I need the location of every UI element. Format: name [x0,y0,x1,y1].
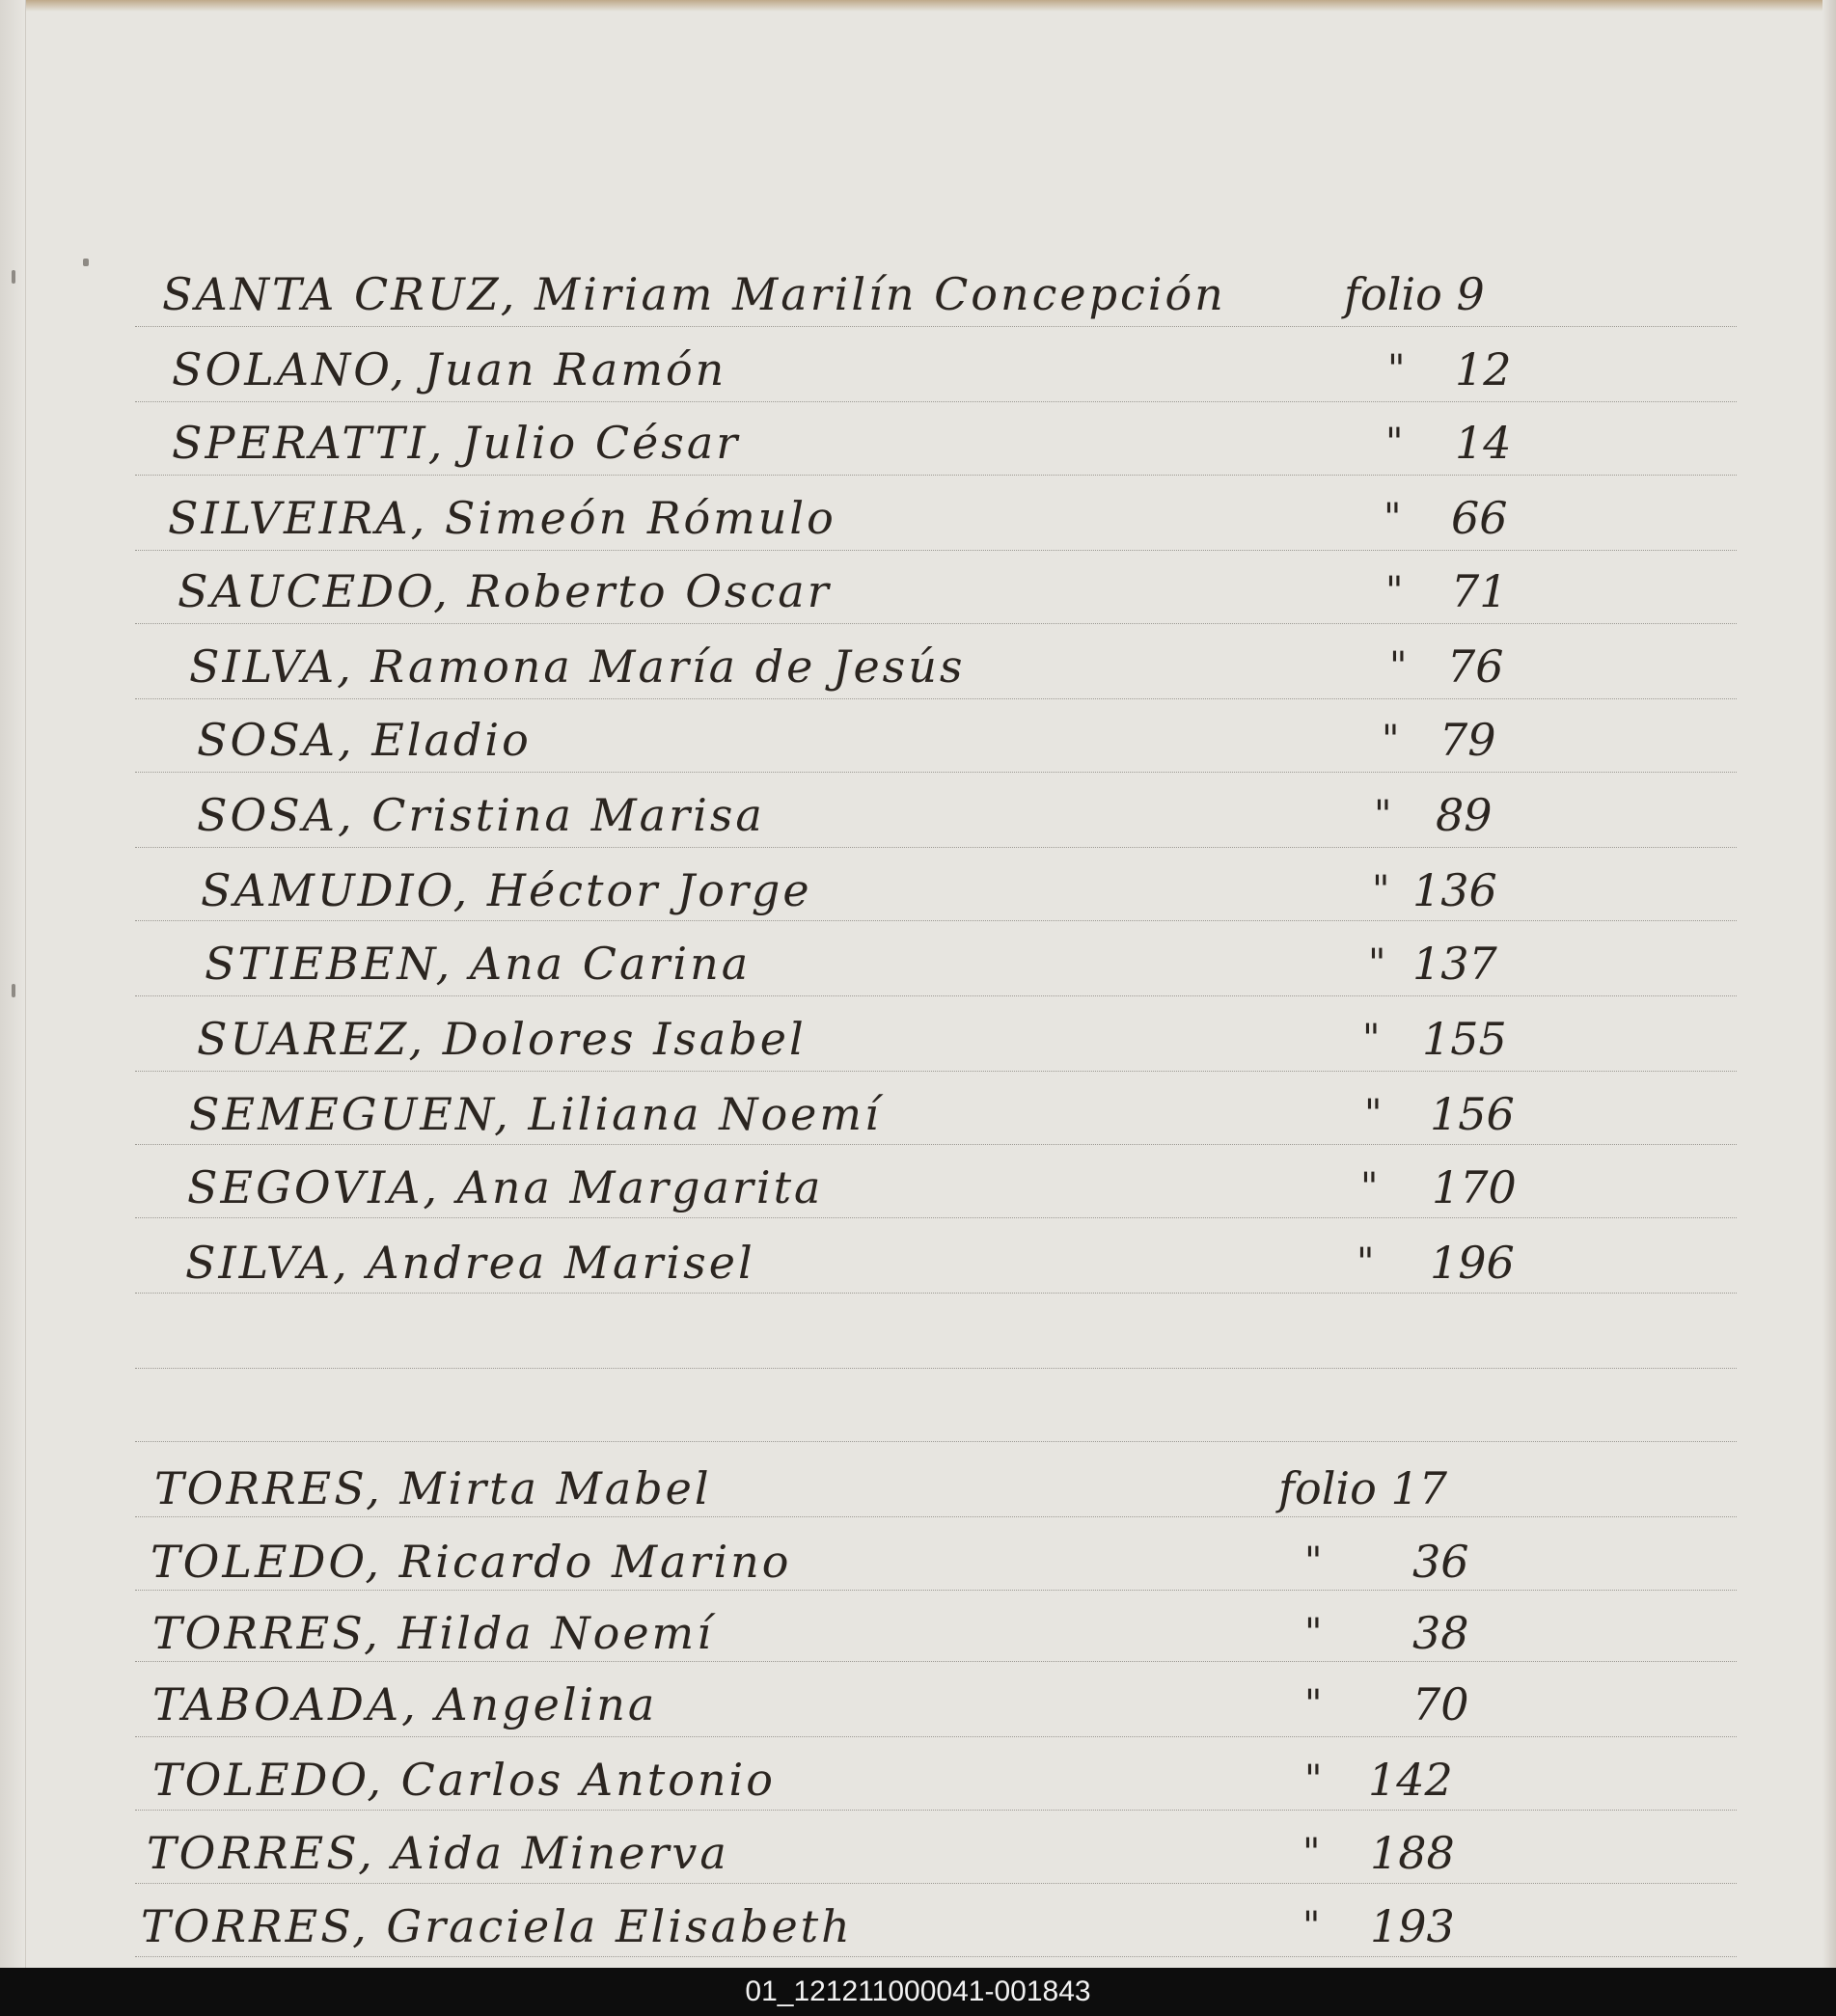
ruled-line [135,623,1737,624]
ruled-line [135,326,1737,327]
entry-name: SILVEIRA, Simeón Rómulo [168,492,836,544]
entry-name: SPERATTI, Julio César [172,417,741,469]
index-entry [187,1146,1557,1213]
ruled-line [135,847,1737,848]
entry-folio: 76 [1447,640,1504,693]
ruled-line [135,1293,1737,1294]
entry-name: TABOADA, Angelina [152,1678,658,1730]
entry-folio: 12 [1455,343,1512,395]
index-entry [162,253,1532,320]
entry-name: TORRES, Aida Minerva [147,1827,729,1879]
entry-ditto-mark: " [1356,1240,1375,1285]
entry-folio: 136 [1412,864,1497,916]
entry-folio: 137 [1412,938,1497,990]
ruled-line [135,1368,1737,1369]
entry-name: SILVA, Andrea Marisel [185,1237,755,1289]
index-entry [197,997,1567,1065]
ruled-line [135,1516,1737,1517]
index-entry [172,401,1542,469]
index-entry [197,774,1567,841]
index-entry [205,922,1575,990]
index-entry [201,849,1571,916]
index-entry [151,1520,1521,1588]
entry-ditto-mark: " [1302,1904,1321,1948]
ruled-line [135,1883,1737,1884]
entry-folio: 36 [1412,1536,1469,1588]
binding-hole [12,270,15,284]
image-id-footer: 01_121211000041-001843 [0,1968,1836,2016]
entry-folio: 71 [1451,565,1508,617]
index-entry [185,1221,1555,1289]
index-entry [178,550,1548,617]
ruled-line [135,1736,1737,1737]
entry-folio: 170 [1432,1161,1517,1213]
page-right-edge [1822,0,1836,1968]
entry-folio: 79 [1439,714,1496,766]
entry-ditto-mark: " [1385,421,1404,465]
entry-folio: 155 [1422,1013,1507,1065]
ruled-line [135,1441,1737,1442]
entry-name: TORRES, Mirta Mabel [154,1462,712,1514]
entry-ditto-mark: " [1382,718,1400,762]
entry-ditto-mark: " [1304,1682,1323,1727]
entry-name: SAUCEDO, Roberto Oscar [178,565,832,617]
entry-name: TOLEDO, Ricardo Marino [151,1536,792,1588]
entry-name: SILVA, Ramona María de Jesús [189,640,966,693]
entry-folio: 14 [1455,417,1512,469]
entry-ditto-mark: " [1387,347,1406,392]
entry-folio: 188 [1370,1827,1455,1879]
entry-ditto-mark: " [1304,1611,1323,1655]
entry-name: SAMUDIO, Héctor Jorge [201,864,812,916]
entry-ditto-mark: " [1384,496,1402,540]
entry-ditto-mark: " [1304,1539,1323,1584]
entry-folio: 89 [1436,789,1493,841]
entry-folio: 38 [1412,1607,1469,1659]
entry-folio: 70 [1412,1678,1469,1730]
index-entry [154,1447,1524,1514]
entry-name: SANTA CRUZ, Miriam Marilín Concepción [162,268,1226,320]
entry-folio: 156 [1430,1088,1515,1140]
entry-ditto-mark: " [1362,1017,1381,1061]
entry-ditto-mark: " [1368,941,1386,986]
entry-name: SEMEGUEN, Liliana Noemí [189,1088,882,1140]
entry-ditto-mark: " [1389,644,1408,689]
entry-name: SOSA, Eladio [197,714,532,766]
entry-name: SEGOVIA, Ana Margarita [187,1161,824,1213]
entry-ditto-mark: " [1360,1165,1379,1210]
entry-ditto-mark: " [1372,868,1390,913]
entry-folio: 66 [1451,492,1508,544]
ruled-line [135,995,1737,996]
ruled-line [135,1590,1737,1591]
index-entry [168,477,1538,544]
entry-folio: 142 [1368,1754,1453,1806]
index-entry [152,1592,1522,1659]
ruled-line [135,920,1737,921]
entry-folio: 193 [1370,1900,1455,1952]
index-entry [172,328,1542,395]
ruled-line [135,1071,1737,1072]
index-entry [147,1812,1517,1879]
entry-name: STIEBEN, Ana Carina [205,938,752,990]
index-entry [197,698,1567,766]
ruled-line [135,772,1737,773]
entry-ditto-mark: " [1374,793,1392,837]
ruled-line [135,1217,1737,1218]
index-entry [189,625,1559,693]
index-entry [141,1885,1511,1952]
entry-folio: folio 9 [1344,268,1485,320]
entry-folio: folio 17 [1278,1462,1447,1514]
binding-hole [12,984,15,997]
ink-speck [83,259,89,266]
entry-ditto-mark: " [1304,1757,1323,1802]
entry-ditto-mark: " [1364,1092,1383,1136]
index-entry [189,1073,1559,1140]
entry-ditto-mark: " [1302,1831,1321,1875]
entry-name: TORRES, Graciela Elisabeth [141,1900,853,1952]
ruled-line [135,1810,1737,1811]
ruled-line [135,1956,1737,1957]
entry-name: TORRES, Hilda Noemí [152,1607,714,1659]
entry-ditto-mark: " [1385,569,1404,613]
index-entry [152,1663,1522,1730]
ruled-line [135,475,1737,476]
entry-folio: 196 [1430,1237,1515,1289]
entry-name: TOLEDO, Carlos Antonio [152,1754,776,1806]
entry-name: SOSA, Cristina Marisa [197,789,765,841]
ruled-line [135,1144,1737,1145]
page-top-edge [0,0,1836,12]
index-entry [152,1738,1522,1806]
entry-name: SOLANO, Juan Ramón [172,343,727,395]
entry-name: SUAREZ, Dolores Isabel [197,1013,807,1065]
ruled-line [135,1661,1737,1662]
